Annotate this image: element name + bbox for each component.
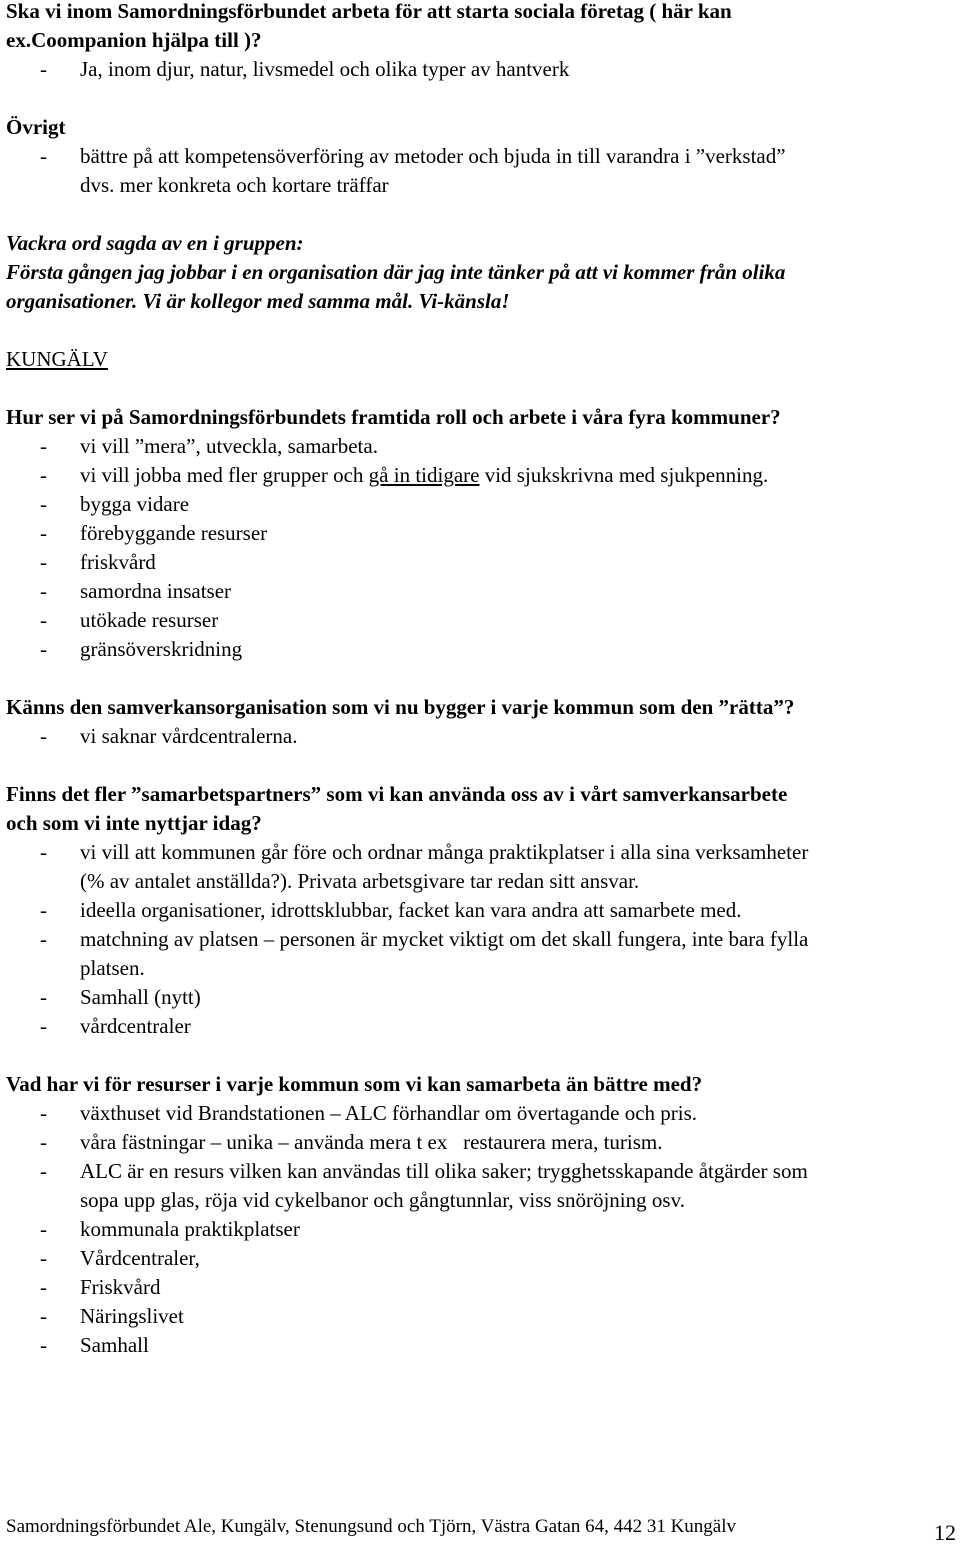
question-resources: Vad har vi för resurser i varje kommun som vi kan samarbeta än bättre med? (6, 1072, 703, 1096)
list-item: - kommunala praktikplatser (6, 1215, 956, 1244)
document-page (6, 0, 956, 1360)
bullet-dash: - (40, 985, 47, 1009)
list-item: - Ja, inom djur, natur, livsmedel och olika typer av hantverk (6, 55, 956, 84)
heading-kungalv: KUNGÄLV (6, 347, 108, 371)
underlined-phrase: gå in tidigare (368, 463, 480, 487)
bullet-dash: - (40, 144, 47, 168)
page-number: 12 (934, 1520, 956, 1545)
bullet-dash: - (40, 579, 47, 603)
bullet-dash: - (40, 1304, 47, 1328)
list-item: - Samhall (6, 1331, 956, 1360)
bullet-dash: - (40, 1275, 47, 1299)
list-item: - Friskvård (6, 1273, 956, 1302)
list-item: - våra fästningar – unika – använda mera t ex restaurera mera, turism. (6, 1128, 956, 1157)
list-item: - bättre på att kompetensöverföring av metoder och bjuda in till varandra i ”verkstad” dvs. mer konkreta och kortare träffar (40, 144, 786, 197)
list-item: - Samhall (nytt) (6, 983, 956, 1012)
list-item: - Vårdcentraler, (6, 1244, 956, 1273)
list-item: - gränsöverskridning (6, 635, 956, 664)
list-item: - utökade resurser (6, 606, 956, 635)
list-item: - växthuset vid Brandstationen – ALC förhandlar om övertagande och pris. (6, 1099, 956, 1128)
quote-intro: Vackra ord sagda av en i gruppen: (6, 231, 304, 255)
bullet-dash: - (40, 608, 47, 632)
bullet-dash: - (40, 1333, 47, 1357)
bullet-dash: - (40, 1101, 47, 1125)
bullet-dash: - (40, 724, 47, 748)
list-item: - samordna insatser (6, 577, 956, 606)
bullet-dash: - (40, 434, 47, 458)
bullet-dash: - (40, 521, 47, 545)
list-item: - vi vill jobba med fler grupper och gå in tidigare vid sjukskrivna med sjukpenning. (6, 461, 956, 490)
bullet-dash: - (40, 840, 47, 864)
footer-address: Samordningsförbundet Ale, Kungälv, Stenungsund och Tjörn, Västra Gatan 64, 442 31 Kungälv (6, 1516, 736, 1537)
heading-ovrigt: Övrigt (6, 115, 66, 139)
bullet-dash: - (40, 1159, 47, 1183)
list-item: - friskvård (6, 548, 956, 577)
bullet-dash: - (40, 1014, 47, 1038)
bullet-dash: - (40, 1130, 47, 1154)
page-footer (6, 1514, 956, 1545)
list-item: - vårdcentraler (6, 1012, 956, 1041)
list-item: - bygga vidare (6, 490, 956, 519)
list-item: - förebyggande resurser (6, 519, 956, 548)
list-item: - ideella organisationer, idrottsklubbar, facket kan vara andra att samarbete med. (6, 896, 956, 925)
bullet-dash: - (40, 637, 47, 661)
quote-text: Första gången jag jobbar i en organisation där jag inte tänker på att vi kommer från olika organisationer. Vi är kollegor med samma mål. Vi-känsla! (6, 260, 786, 313)
bullet-dash: - (40, 898, 47, 922)
bullet-dash: - (40, 57, 47, 81)
bullet-dash: - (40, 927, 47, 951)
list-item: - vi vill ”mera”, utveckla, samarbeta. (6, 432, 956, 461)
list-item: - vi vill att kommunen går före och ordnar många praktikplatser i alla sina verksamheter (% av antalet anställda?). Privata arbetsgivare tar redan sitt ansvar. (40, 840, 809, 893)
bullet-dash: - (40, 492, 47, 516)
list-item: - Näringslivet (6, 1302, 956, 1331)
bullet-dash: - (40, 463, 47, 487)
list-item: - matchning av platsen – personen är mycket viktigt om det skall fungera, inte bara fylla platsen. (40, 927, 809, 980)
question-future-role: Hur ser vi på Samordningsförbundets framtida roll och arbete i våra fyra kommuner? (6, 405, 781, 429)
list-item: - ALC är en resurs vilken kan användas till olika saker; trygghetsskapande åtgärder som sopa upp glas, röja vid cykelbanor och gångtunnlar, viss snöröjning osv. (40, 1159, 808, 1212)
section-heading-social-enterprises: Ska vi inom Samordningsförbundet arbeta för att starta sociala företag ( här kan ex.Coompanion hjälpa till )? (6, 0, 732, 52)
question-organisation: Känns den samverkansorganisation som vi nu bygger i varje kommun som den ”rätta”? (6, 695, 795, 719)
bullet-dash: - (40, 1246, 47, 1270)
question-partners: Finns det fler ”samarbetspartners” som vi kan använda oss av i vårt samverkansarbete och som vi inte nyttjar idag? (6, 782, 788, 835)
list-item: - vi saknar vårdcentralerna. (6, 722, 956, 751)
bullet-dash: - (40, 550, 47, 574)
bullet-dash: - (40, 1217, 47, 1241)
